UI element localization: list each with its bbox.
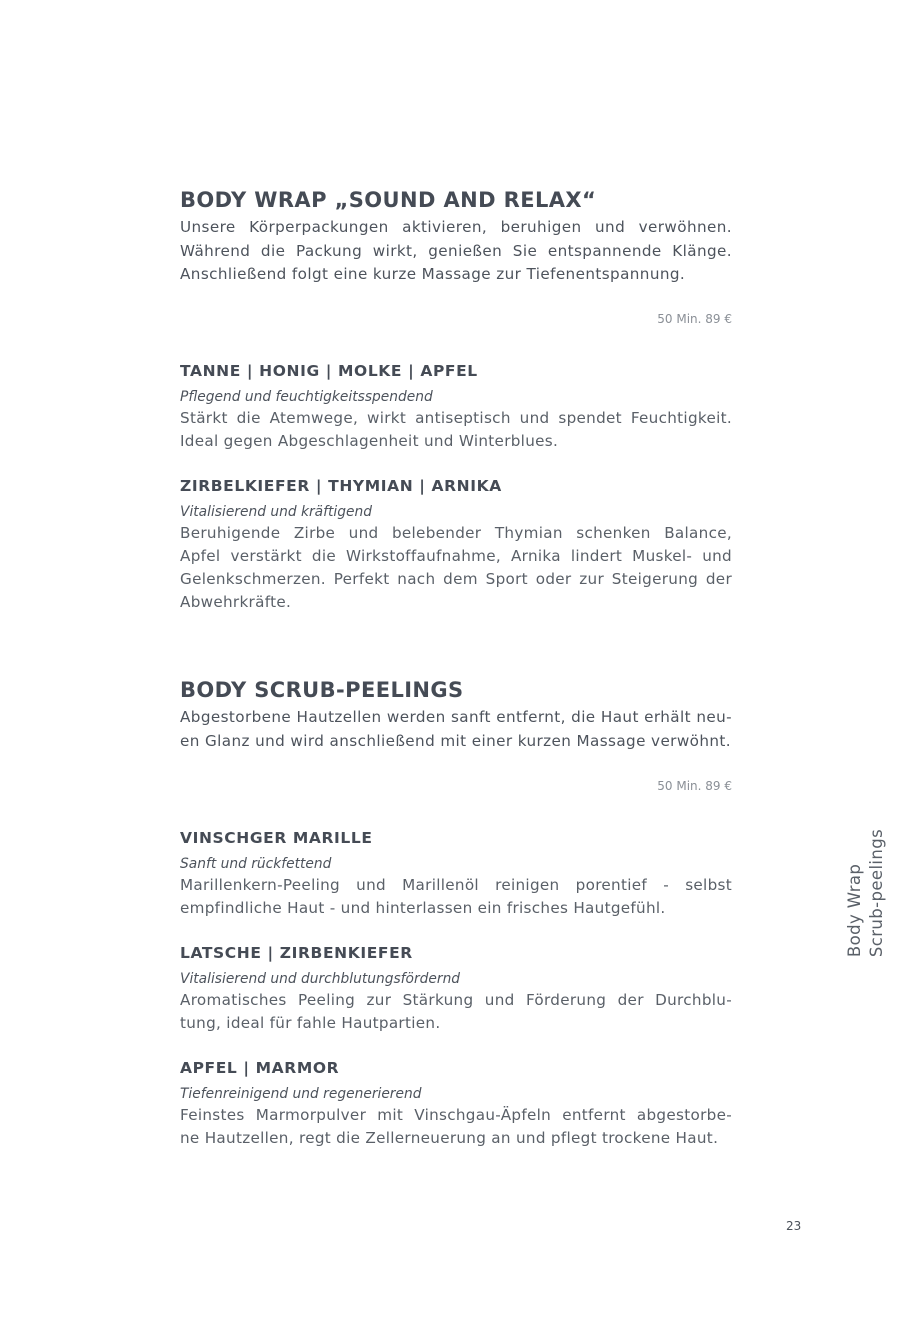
body-wrap-title: BODY WRAP „SOUND AND RELAX“ <box>180 188 597 212</box>
section-side-label <box>844 829 888 957</box>
description-line: Feinstes Marmorpulver mit Vinschgau-Äpfeln entfernt abgestorbe- <box>180 1106 732 1124</box>
description-line: Ideal gegen Abgeschlagenheit und Winterblues. <box>180 432 559 450</box>
treatment-title: LATSCHE | ZIRBENKIEFER <box>180 944 413 962</box>
treatment-subtitle: Vitalisierend und durchblutungsfördernd <box>180 971 461 987</box>
side-label-line: Scrub-peelings <box>867 828 886 958</box>
treatment-title: VINSCHGER MARILLE <box>180 829 373 847</box>
side-label-line: Body Wrap <box>845 863 864 958</box>
body-scrub-section <box>180 676 732 753</box>
lead-line: Abgestorbene Hautzellen werden sanft entfernt, die Haut erhält neu- <box>180 708 732 726</box>
treatment-item <box>180 1057 732 1150</box>
treatment-description <box>180 1104 732 1150</box>
treatment-item <box>180 942 732 1035</box>
body-scrub-lead <box>180 706 732 753</box>
description-line: tung, ideal für fahle Hautpartien. <box>180 1014 441 1032</box>
description-line: Aromatisches Peeling zur Stärkung und Förderung der Durchblu- <box>180 991 732 1009</box>
treatment-description <box>180 874 732 920</box>
treatment-item <box>180 360 732 453</box>
treatment-subtitle: Tiefenreinigend und regenerierend <box>180 1086 422 1102</box>
treatment-title: APFEL | MARMOR <box>180 1059 340 1077</box>
treatment-title: TANNE | HONIG | MOLKE | APFEL <box>180 362 478 380</box>
treatment-description <box>180 407 732 453</box>
body-wrap-section <box>180 186 732 287</box>
treatment-description <box>180 522 732 614</box>
description-line: Gelenkschmerzen. Perfekt nach dem Sport oder zur Steigerung der <box>180 570 732 588</box>
treatment-title: ZIRBELKIEFER | THYMIAN | ARNIKA <box>180 477 502 495</box>
treatment-subtitle: Vitalisierend und kräftigend <box>180 504 372 520</box>
body-scrub-title: BODY SCRUB-PEELINGS <box>180 678 464 702</box>
lead-line: en Glanz und wird anschließend mit einer kurzen Massage verwöhnt. <box>180 731 731 750</box>
description-line: Stärkt die Atemwege, wirkt antiseptisch und spendet Feuchtigkeit. <box>180 409 732 427</box>
description-line: Abwehrkräfte. <box>180 593 292 611</box>
treatment-description <box>180 989 732 1035</box>
body-wrap-price: 50 Min. 89 € <box>657 312 732 326</box>
description-line: ne Hautzellen, regt die Zellerneuerung an und pflegt trockene Haut. <box>180 1129 719 1147</box>
description-line: Marillenkern-Peeling und Marillenöl reinigen porentief - selbst <box>180 876 732 894</box>
page-number: 23 <box>786 1219 802 1233</box>
treatment-item <box>180 827 732 920</box>
description-line: empfindliche Haut - und hinterlassen ein frisches Hautgefühl. <box>180 899 666 917</box>
treatment-subtitle: Sanft und rückfettend <box>180 856 332 872</box>
treatment-item <box>180 475 732 614</box>
body-wrap-lead <box>180 216 732 287</box>
lead-line: Anschließend folgt eine kurze Massage zur Tiefenentspannung. <box>180 265 686 283</box>
lead-line: Während die Packung wirkt, genießen Sie entspannende Klänge. <box>180 241 732 260</box>
lead-line: Unsere Körperpackungen aktivieren, beruhigen und verwöhnen. <box>180 218 732 236</box>
description-line: Apfel verstärkt die Wirkstoffaufnahme, Arnika lindert Muskel- und <box>180 547 732 565</box>
description-line: Beruhigende Zirbe und belebender Thymian schenken Balance, <box>180 524 732 542</box>
body-scrub-price: 50 Min. 89 € <box>657 779 732 793</box>
treatment-subtitle: Pflegend und feuchtigkeitsspendend <box>180 389 433 405</box>
